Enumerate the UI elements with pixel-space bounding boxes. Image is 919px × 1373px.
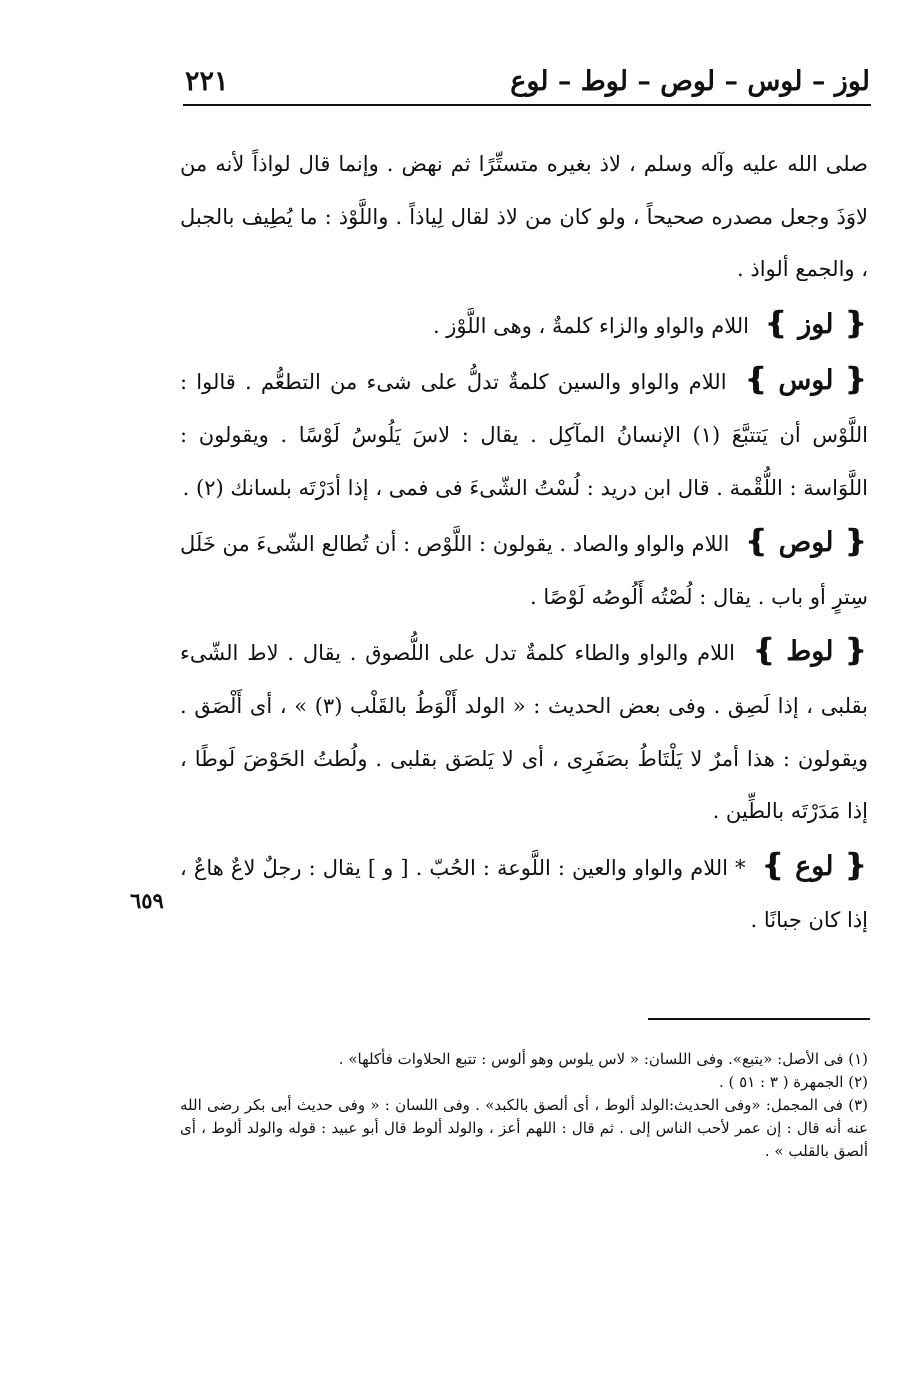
entry-lwz xyxy=(180,298,868,353)
footnote-3: (٣) فى المجمل: «وفى الحديث:الولد ألوط ، أى ألصق بالكبد» . وفى اللسان : « وفى حديث أبى بكر رضى الله عنه أنه قال : إن عمر لأحب الناس إلى . ثم قال : اللهم أعز ، والولد ألوط قال أبو عبيد : قوله والولد ألوط ، أى ألصق بالقلب » . xyxy=(180,1096,868,1160)
footnotes xyxy=(180,1048,868,1163)
entry-text: اللام والواو والصاد . يقولون : اللَّوْص : أن تُطالع الشّىءَ من خَلَل سِترٍ أو باب . يقال : لُصْتُه أَلُوصُه لَوْصًا . xyxy=(180,532,868,609)
running-header xyxy=(185,58,870,104)
entry-heading: ❴ لوز ❵ xyxy=(763,305,868,341)
entry-lws2 xyxy=(180,516,868,623)
footnote-2: (٢) الجمهرة ( ٣ : ٥١ ) . xyxy=(718,1073,868,1091)
main-text xyxy=(180,138,868,947)
entry-text: اللام والواو والسين كلمةٌ تدلُّ على شىء من التطعُّم . قالوا : اللَّوْس أن يَتتبَّعَ (١) الإنسانُ المآكِل . يقال : لاسَ يَلُوسُ لَوْسًا . ويقولون : اللَّوَاسة : اللُّقْمة . قال ابن دريد : لُسْتُ الشّىءَ فى فمى ، إذا أدَرْتَه بلسانك (٢) . xyxy=(180,370,868,500)
paragraph-continuation: صلى الله عليه وآله وسلم ، لاذ بغيره متستِّرًا ثم نهض . وإنما قال لواذاً لأنه من لاوَذَ وجعل مصدره صحيحاً ، ولو كان من لاذ لقال لِياذاً . واللَّوْذ : ما يُطِيف بالجبل ، والجمع ألواذ . xyxy=(180,152,868,282)
entry-lwt xyxy=(180,625,868,837)
entry-text: اللام والواو والطاء كلمةٌ تدل على اللُّصوق . يقال . لاط الشّىء بقلبى ، إذا لَصِق . وفى بعض الحديث : « الولد أَلْوَطُ بالقَلْب (٣) » ، أى أَلْصَق . ويقولون : هذا أمرٌ لا يَلْتَاطُ بصَفَرِى ، أى لا يَلصَق بقلبى . ولُطتُ الحَوْضَ لَوطًا ، إذا مَدَرْتَه بالطِّين . xyxy=(180,641,868,824)
header-title: لوز – لوس – لوص – لوط – لوع xyxy=(510,65,870,97)
page-number: ٢٢١ xyxy=(185,65,229,97)
margin-number: ٦٥٩ xyxy=(130,888,164,913)
entry-lwe xyxy=(180,840,868,947)
entry-heading: ❴ لوط ❵ xyxy=(751,633,868,669)
footnote-divider xyxy=(648,1018,870,1020)
entry-heading: ❴ لوس ❵ xyxy=(743,362,868,398)
entry-text: اللام والواو والزاء كلمةٌ ، وهى اللَّوْز . xyxy=(432,313,749,338)
footnote-1: (١) فى الأصل: «يتبع». وفى اللسان: « لاس يلوس وهو ألوس : تتبع الحلاوات فأكلها» . xyxy=(338,1050,868,1068)
header-divider xyxy=(183,104,871,106)
entry-text: * اللام والواو والعين : اللَّوعة : الحُبّ . [ و ] يقال : رجلٌ لاعٌ هاعٌ ، إذا كان جبانًا . xyxy=(180,855,868,933)
entry-heading: ❴ لوع ❵ xyxy=(760,847,868,883)
entry-lws xyxy=(180,354,868,514)
entry-heading: ❴ لوص ❵ xyxy=(744,524,868,560)
